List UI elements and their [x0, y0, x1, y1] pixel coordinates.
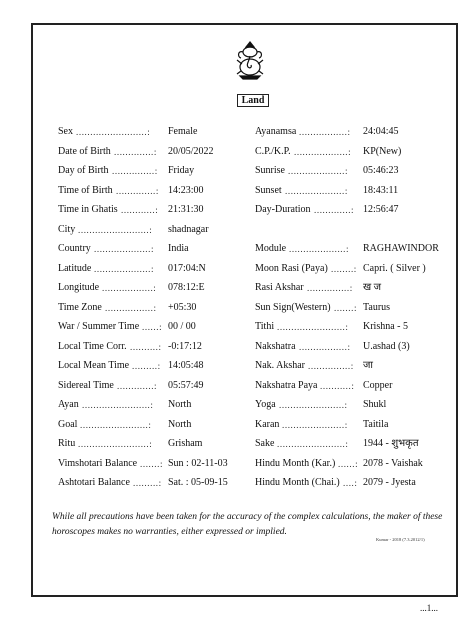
- right_fields-label: Sunset: [255, 184, 282, 196]
- right_fields-value: 2079 - Jyesta: [363, 477, 416, 488]
- leader-dots: .........:: [132, 361, 161, 371]
- leader-dots: .......:: [140, 458, 164, 469]
- leader-dots: .............:: [314, 205, 355, 215]
- left_fields-value: 14:05:48: [168, 360, 204, 371]
- leader-dots: .........................:: [76, 127, 151, 137]
- left_fields-value: Sun : 02-11-03: [168, 457, 228, 469]
- left_fields-value: +05:30: [168, 301, 197, 313]
- leader-dots: .....................:: [285, 185, 348, 196]
- software-version-note: Kumar - 2018 (7.3.2012/1): [376, 537, 425, 542]
- right_fields-value: 2078 - Vaishak: [363, 457, 423, 469]
- left_fields-value: Female: [168, 126, 198, 137]
- left_fields-value: North: [168, 399, 192, 410]
- leader-dots: ..............:: [114, 146, 158, 157]
- leader-dots: ...............:: [112, 166, 158, 176]
- leader-dots: .............:: [117, 380, 158, 391]
- left_fields-label: War / Summer Time: [58, 321, 140, 332]
- right_fields-value: 18:43:11: [363, 184, 399, 196]
- right_fields-value: Copper: [363, 379, 393, 391]
- right_fields-label: Sun Sign(Western): [255, 301, 331, 313]
- page-number: ...1...: [420, 603, 438, 613]
- left_fields-value: 14:23:00: [168, 184, 204, 196]
- leader-dots: ........................:: [80, 419, 152, 430]
- left_fields-label: Time Zone: [58, 301, 102, 313]
- left_fields-label: Vimshotari Balance: [58, 457, 138, 469]
- leader-dots: .........................:: [78, 224, 153, 235]
- right_fields-label: Module: [255, 243, 287, 254]
- leader-dots: ..................:: [102, 283, 157, 293]
- right_fields-label: Ayanamsa: [255, 126, 297, 137]
- leader-dots: ......................:: [282, 419, 348, 430]
- left_fields-label: Local Mean Time: [58, 360, 130, 371]
- left_fields-label: Day of Birth: [58, 165, 109, 176]
- left_fields-value: Sat. : 05-09-15: [168, 477, 228, 488]
- left_fields-label: Sidereal Time: [58, 379, 114, 391]
- leader-dots: ......:: [338, 458, 359, 469]
- left_fields-label: Date of Birth: [58, 145, 111, 157]
- leader-dots: ............:: [121, 205, 159, 215]
- right_fields-value: 05:46:23: [363, 165, 399, 176]
- left_fields-value: -0:17:12: [168, 340, 202, 352]
- leader-dots: ....:: [343, 478, 358, 488]
- left_fields-label: Latitude: [58, 262, 92, 274]
- left_fields-label: Time in Ghatis: [58, 204, 118, 215]
- left_fields-value: India: [168, 243, 189, 254]
- leader-dots: ...................:: [294, 146, 352, 157]
- right_fields-value: U.ashad (3): [363, 340, 410, 352]
- right_fields-value: Krishna - 5: [363, 321, 408, 332]
- disclaimer-text: While all precautions have been taken for the accuracy of the complex calculations, the maker of these horoscopes makes no warranties, either expressed or implied.: [52, 512, 443, 537]
- left_fields-value: Grisham: [168, 438, 203, 449]
- leader-dots: ........................:: [277, 322, 349, 332]
- leader-dots: ........................:: [277, 439, 349, 449]
- leader-dots: ........................:: [82, 400, 154, 410]
- right_fields-label: Sake: [255, 438, 275, 449]
- leader-dots: ...........:: [320, 380, 355, 391]
- left_fields-label: Sex: [58, 126, 73, 137]
- right_fields-value: RAGHAWINDOR: [363, 243, 439, 254]
- right_fields-label: Yoga: [255, 399, 276, 410]
- leader-dots: ....................:: [94, 244, 155, 254]
- leader-dots: ...............:: [307, 283, 353, 293]
- leader-dots: .........:: [133, 478, 162, 488]
- left_fields-value: 21:31:30: [168, 204, 204, 215]
- right_fields-label: Tithi: [255, 321, 275, 332]
- right_fields-label: Day-Duration: [255, 204, 311, 215]
- right_fields-label: Nakshatra Paya: [255, 379, 318, 391]
- leader-dots: ...............:: [308, 361, 354, 371]
- left_fields-value: 05:57:49: [168, 379, 204, 391]
- right_fields-value: KP(New): [363, 145, 402, 157]
- right_fields-value: Taurus: [363, 301, 391, 313]
- leader-dots: .......:: [334, 302, 358, 313]
- leader-dots: ........:: [331, 263, 357, 274]
- right_fields-value: 1944 - शुभकृत: [363, 438, 419, 449]
- leader-dots: ....................:: [288, 166, 349, 176]
- leader-dots: ..............:: [116, 185, 160, 196]
- leader-dots: .........................:: [78, 439, 153, 449]
- leader-dots: ......:: [142, 322, 163, 332]
- right_fields-label: Hindu Month (Chai.): [255, 477, 340, 488]
- left_fields-label: Local Time Corr.: [58, 340, 127, 352]
- right_fields-label: Rasi Akshar: [255, 282, 304, 293]
- leader-dots: ..........:: [130, 341, 162, 352]
- left_fields-label: Ashtotari Balance: [58, 477, 130, 488]
- right_fields-value: 24:04:45: [363, 126, 399, 137]
- left_fields-label: Country: [58, 243, 91, 254]
- ganesha-emblem-icon: [232, 40, 268, 80]
- left_fields-label: Longitude: [58, 282, 100, 293]
- right_fields-label: Nak. Akshar: [255, 360, 305, 371]
- right_fields-value: जा: [363, 360, 374, 371]
- leader-dots: .......................:: [279, 400, 348, 410]
- right_fields-label: Karan: [255, 418, 280, 430]
- left_fields-value: 017:04:N: [168, 262, 206, 274]
- right_fields-value: 12:56:47: [363, 204, 399, 215]
- right_fields-label: C.P./K.P.: [255, 145, 291, 157]
- left_fields-value: shadnagar: [168, 223, 209, 235]
- right_fields-label: Sunrise: [255, 165, 285, 176]
- left_fields-value: North: [168, 418, 192, 430]
- left_fields-label: Ayan: [58, 399, 79, 410]
- heading-label: Land: [237, 94, 269, 107]
- left_fields-label: City: [58, 223, 76, 235]
- right_fields-label: Nakshatra: [255, 340, 296, 352]
- right_fields-label: Moon Rasi (Paya): [255, 262, 328, 274]
- right_fields-value: Taitila: [363, 418, 389, 430]
- left_fields-value: 078:12:E: [168, 282, 205, 293]
- left_fields-value: 20/05/2022: [168, 145, 214, 157]
- left_fields-value: Friday: [168, 165, 195, 176]
- leader-dots: .................:: [105, 302, 157, 313]
- right_fields-label: Hindu Month (Kar.): [255, 457, 336, 469]
- left_fields-label: Goal: [58, 418, 78, 430]
- left_fields-label: Ritu: [58, 438, 76, 449]
- leader-dots: .................:: [299, 127, 351, 137]
- right_fields-value: Shukl: [363, 399, 387, 410]
- leader-dots: .................:: [299, 341, 351, 352]
- right_fields-value: Capri. ( Silver ): [363, 262, 426, 274]
- right_fields-value: ख ज: [363, 282, 382, 293]
- leader-dots: ....................:: [94, 263, 155, 274]
- leader-dots: ....................:: [289, 244, 350, 254]
- left_fields-label: Time of Birth: [58, 184, 113, 196]
- left_fields-value: 00 / 00: [168, 321, 196, 332]
